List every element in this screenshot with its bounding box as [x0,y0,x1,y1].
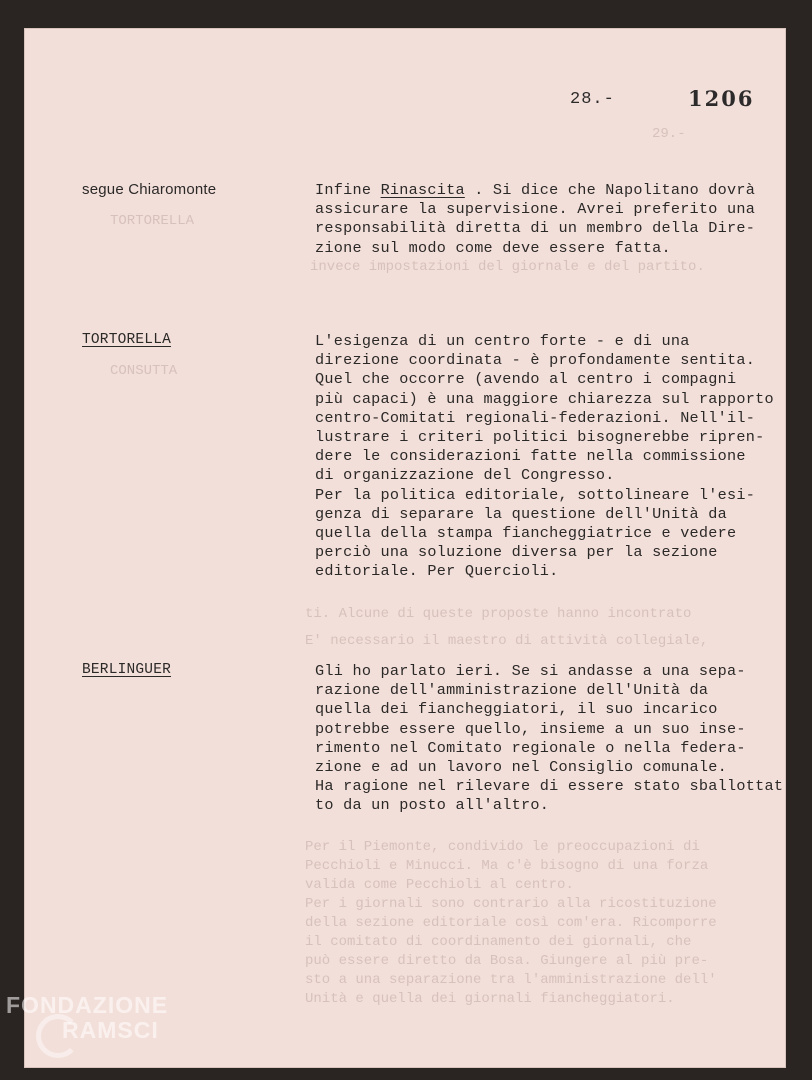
speech-text [315,181,785,258]
bleed-through: CONSUTTA [110,363,178,379]
bleed-through: il comitato di coordinamento dei giornali, che [305,934,692,950]
text-line: dere le considerazioni fatte nella commissione [315,447,746,466]
text-line: L'esigenza di un centro forte - e di una [315,332,690,350]
text-line: di organizzazione del Congresso. [315,466,615,485]
text-line: lustrare i criteri politici bisognerebbe ripren- [315,428,765,447]
text-line: assicurare la supervisione. Avrei preferito una [315,200,756,219]
text-line: editoriale. Per Quercioli. [315,562,559,581]
fondazione-gramsci-watermark [6,992,206,1072]
bleed-through: TORTORELLA [110,213,195,229]
speech-text [315,662,785,816]
text-line: più capaci) è una maggiore chiarezza sul rapporto [315,389,774,408]
watermark-line-1: FONDAZIONE [6,992,169,1018]
text-line: Quel che occorre (avendo al centro i compagni [315,370,737,389]
publication-title: Rinascita [380,181,465,199]
speaker-name: BERLINGUER [82,662,172,678]
text-line: Per la politica editoriale, sottolineare l'esi- [315,485,756,504]
bleed-through: Per i giornali sono contrario alla ricostituzione [305,896,717,912]
watermark-line-2: RAMSCI [62,1017,159,1043]
text-line: zione e ad un lavoro nel Consiglio comunale. [315,758,728,777]
text-line: responsabilità diretta di un membro della Dire- [315,219,756,238]
bleed-through: Pecchioli e Minucci. Ma c'è bisogno di una forza [305,858,709,874]
text-line: centro-Comitati regionali-federazioni. Nell'il- [315,408,756,427]
text-line: genza di separare la questione dell'Unità da [315,504,728,523]
text-line: razione dell'amministrazione dell'Unità da [315,681,709,700]
bleed-through: sto a una separazione tra l'amministrazione dell' [305,972,717,988]
text-line: Ha ragione nel rilevare di essere stato sballottat [315,777,784,796]
bleed-through: E' necessario il maestro di attività collegiale, [305,633,709,649]
speech-text [315,332,785,582]
bleed-through: valida come Pecchioli al centro. [305,877,574,893]
text-line: Infine Rinascita . Si dice che Napolitano dovrà [315,181,756,199]
text-line: potrebbe essere quello, insieme a un suo inse- [315,719,746,738]
text-line: Gli ho parlato ieri. Se si andasse a una sepa- [315,662,746,680]
text-line: to da un posto all'altro. [315,796,550,815]
text-line: rimento nel Comitato regionale o nella federa- [315,738,746,757]
text-line: perciò una soluzione diversa per la sezione [315,543,718,562]
text-line: zione sul modo come deve essere fatta. [315,238,671,257]
speaker-name: segue Chiaromonte [82,181,217,198]
archive-number: 1206 [688,86,755,111]
page-number: 28.- [570,90,615,109]
text-line: direzione coordinata - è profondamente sentita. [315,351,756,370]
text-line: quella della stampa fiancheggiatrice e vedere [315,524,737,543]
bleed-through: della sezione editoriale così com'era. Ricomporre [305,915,717,931]
speaker-name: TORTORELLA [82,332,172,348]
bleed-through: 29.- [652,126,686,142]
bleed-through: invece impostazioni del giornale e del partito. [310,259,705,275]
page-header [570,86,755,111]
bleed-through: può essere diretto da Bosa. Giungere al più pre- [305,953,709,969]
bleed-through: Unità e quella dei giornali fiancheggiatori. [305,991,675,1007]
text-line: quella dei fiancheggiatori, il suo incarico [315,700,718,719]
bleed-through: Per il Piemonte, condivido le preoccupazioni di [305,839,700,855]
bleed-through: ti. Alcune di queste proposte hanno incontrato [305,606,692,622]
